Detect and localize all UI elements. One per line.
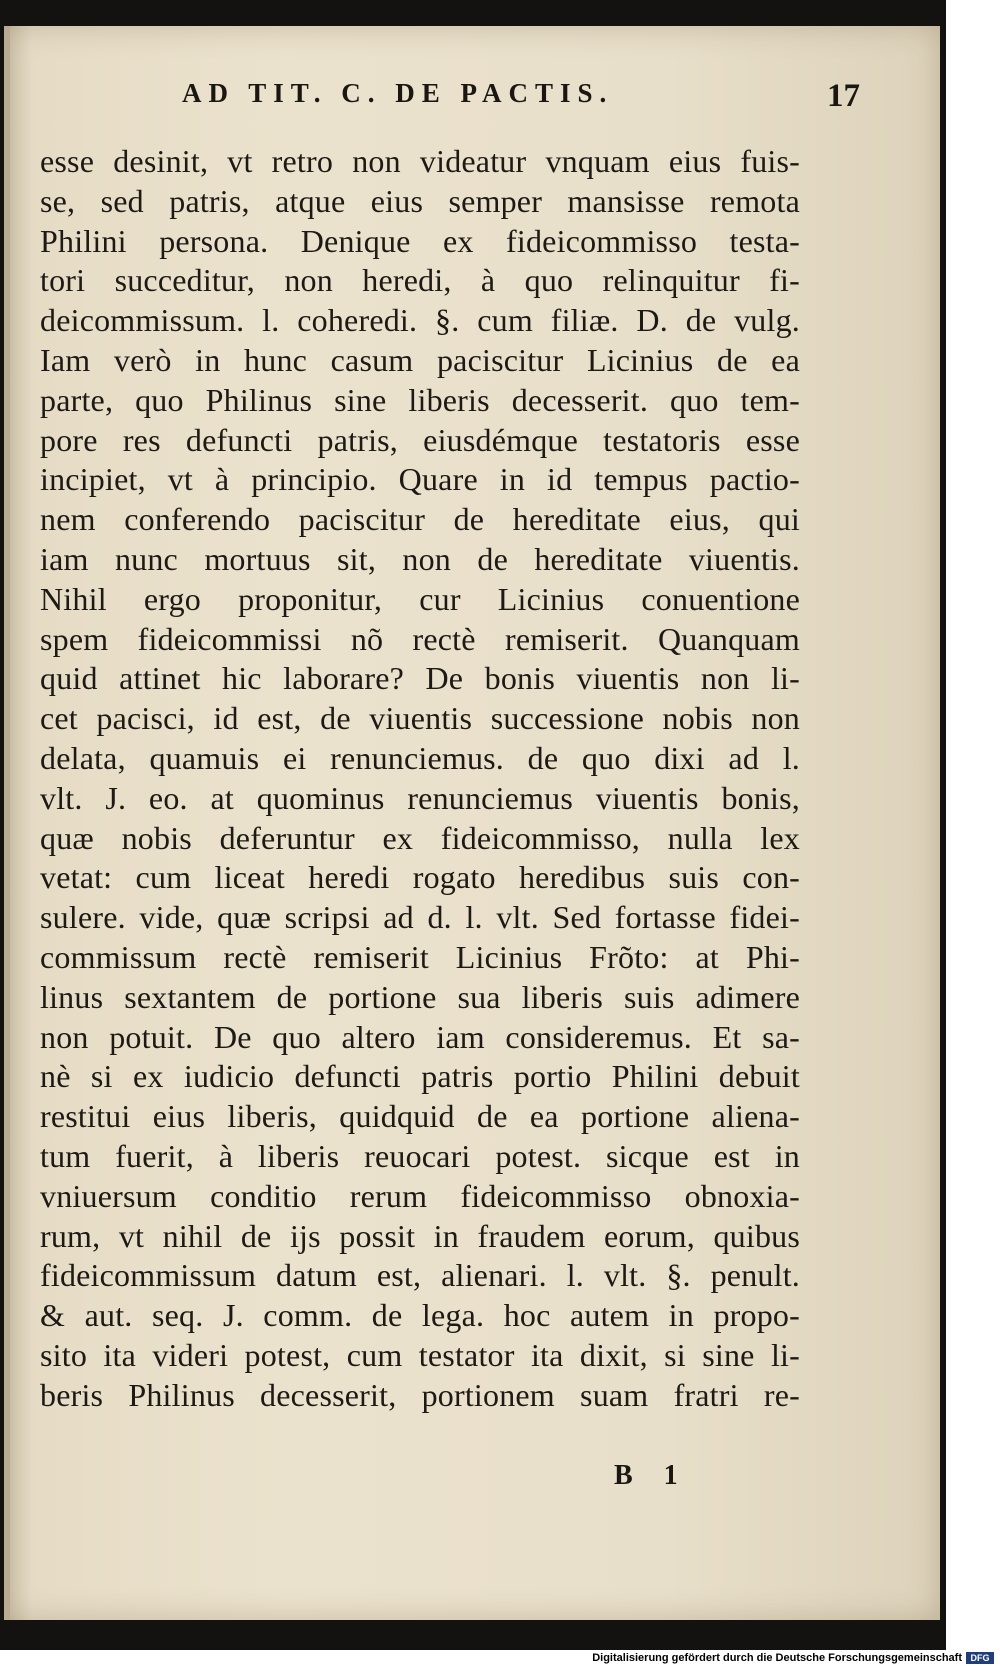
text-line: nè si ex iudicio defuncti patris portio Philini debuit xyxy=(40,1058,800,1095)
text-line: restitui eius liberis, quidquid de ea portione aliena- xyxy=(40,1098,800,1135)
text-line: & aut. seq. J. comm. de lega. hoc autem in propo- xyxy=(40,1297,800,1334)
text-line: delata, quamuis ei renunciemus. de quo dixi ad l. xyxy=(40,739,800,776)
text-line: Philini persona. Denique ex fideicommisso testa- xyxy=(40,222,800,259)
page-edge xyxy=(4,26,10,1620)
text-line: tum fuerit, à liberis reuocari potest. sicque est in xyxy=(40,1137,800,1174)
text-line: esse desinit, vt retro non videatur vnquam eius fuis- xyxy=(40,143,800,179)
text-line: non potuit. De quo altero iam consideremus. Et sa- xyxy=(40,1018,800,1055)
text-line: vniuersum conditio rerum fideicommisso obnoxia- xyxy=(40,1177,800,1214)
text-line: vlt. J. eo. at quominus renunciemus viuentis bonis, xyxy=(40,779,800,816)
text-line: spem fideicommissi nõ rectè remiserit. Quanquam xyxy=(40,620,800,657)
page-number: 17 xyxy=(827,78,860,114)
text-line: Nihil ergo proponitur, cur Licinius conuentione xyxy=(40,580,800,617)
running-head: AD TIT. C. DE PACTIS. xyxy=(182,78,614,108)
text-line: iam nunc mortuus sit, non de hereditate viuentis. xyxy=(40,540,800,577)
text-line: sulere. vide, quæ scripsi ad d. l. vlt. Sed fortasse fidei- xyxy=(40,899,800,936)
text-line: fideicommissum datum est, alienari. l. vlt. §. penult. xyxy=(40,1257,800,1294)
text-line: vetat: cum liceat heredi rogato heredibus suis con- xyxy=(40,859,800,896)
text-line: parte, quo Philinus sine liberis decesserit. quo tem- xyxy=(40,381,800,418)
signature-mark: B 1 xyxy=(614,1460,690,1491)
text-line: rum, vt nihil de ijs possit in fraudem eorum, quibus xyxy=(40,1217,800,1254)
text-line: beris Philinus decesserit, portionem suam fratri re- xyxy=(40,1376,800,1413)
text-line: quæ nobis deferuntur ex fideicommisso, nulla lex xyxy=(40,819,800,856)
scan-bottom-edge xyxy=(0,1620,946,1650)
text-line: sito ita videri potest, cum testator ita dixit, si sine li- xyxy=(40,1336,800,1373)
text-line: nem conferendo paciscitur de hereditate eius, qui xyxy=(40,501,800,538)
text-line: quid attinet hic laborare? De bonis viuentis non li- xyxy=(40,660,800,697)
text-line: cet pacisci, id est, de viuentis successione nobis non xyxy=(40,700,800,737)
text-line: linus sextantem de portione sua liberis suis adimere xyxy=(40,978,800,1015)
body-text xyxy=(40,142,800,1416)
text-line: commissum rectè remiserit Licinius Frõto: at Phi- xyxy=(40,938,800,975)
text-line: se, sed patris, atque eius semper mansisse remota xyxy=(40,182,800,219)
footer-credit: Digitalisierung gefördert durch die Deutsche Forschungsgemeinschaft xyxy=(592,1652,962,1664)
footer xyxy=(0,1652,1000,1666)
text-line: tori succeditur, non heredi, à quo relinquitur fi- xyxy=(40,262,800,299)
text-line: pore res defuncti patris, eiusdémque testatoris esse xyxy=(40,421,800,458)
dfg-logo: DFG xyxy=(966,1652,994,1664)
text-line: Iam verò in hunc casum paciscitur Licinius de ea xyxy=(40,341,800,378)
text-line: incipiet, vt à principio. Quare in id tempus pactio- xyxy=(40,461,800,498)
text-line: deicommissum. l. coheredi. §. cum filiæ. D. de vulg. xyxy=(40,302,800,339)
